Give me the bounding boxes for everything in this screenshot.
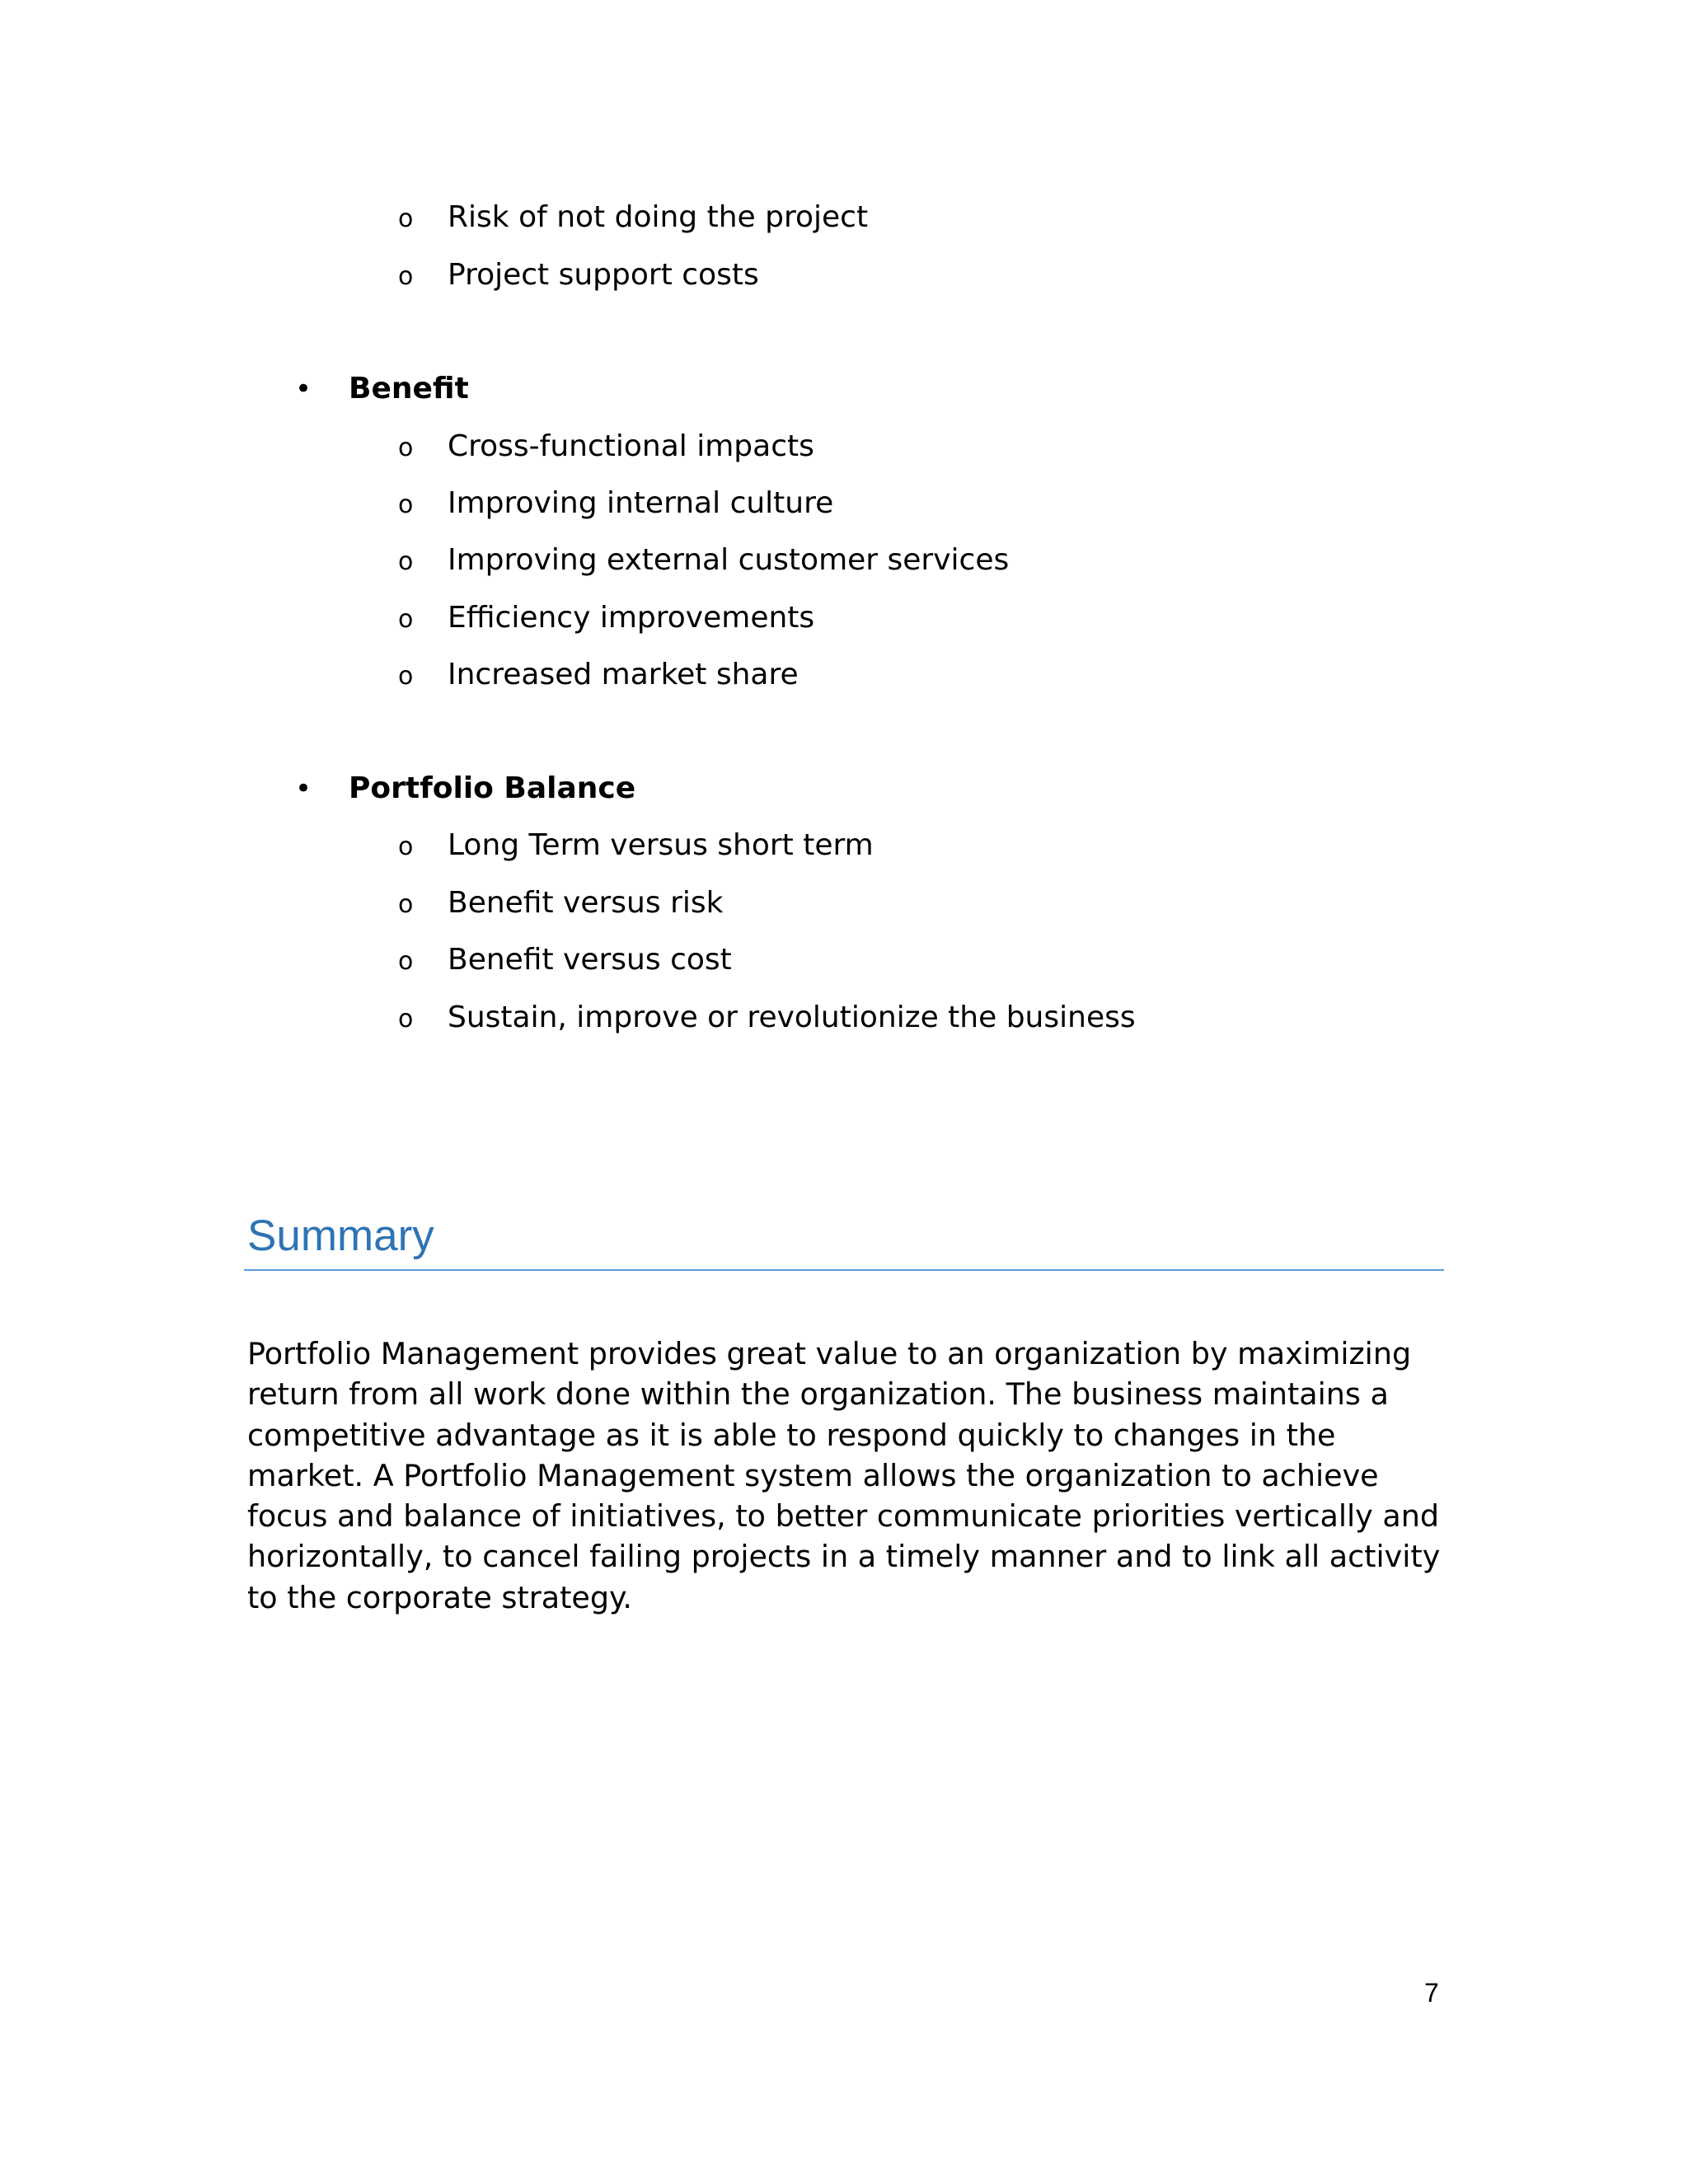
bullet-icon: • (295, 772, 312, 805)
page-number: 7 (1424, 1978, 1439, 2008)
list-item-text: Benefit versus cost (448, 943, 732, 977)
list-item-text: Efficiency improvements (448, 601, 815, 635)
list-item-text: Project support costs (448, 258, 759, 292)
list-item-portfolio-balance (295, 769, 635, 808)
list-item (398, 484, 833, 523)
list-item-text: Cross-functional impacts (448, 429, 814, 463)
list-item (398, 883, 723, 923)
list-item-label: Benefit (349, 372, 469, 405)
sub-bullet-icon: o (398, 490, 414, 519)
list-item (398, 655, 799, 695)
list-item (398, 198, 868, 237)
list-item (398, 940, 732, 980)
list-item-benefit (295, 369, 469, 409)
heading-divider (244, 1269, 1444, 1271)
sub-bullet-icon: o (398, 262, 414, 291)
sub-bullet-icon: o (398, 832, 414, 861)
sub-bullet-icon: o (398, 434, 414, 462)
list-item (398, 598, 814, 638)
list-item (398, 541, 1009, 580)
list-item (398, 255, 759, 295)
sub-bullet-icon: o (398, 947, 414, 976)
section-heading: Summary (247, 1212, 434, 1260)
list-item-text: Increased market share (448, 658, 799, 691)
list-item-text: Improving internal culture (448, 486, 834, 520)
sub-bullet-icon: o (398, 605, 414, 634)
list-item (398, 427, 814, 466)
list-item (398, 826, 874, 865)
list-item-text: Improving external customer services (448, 543, 1010, 577)
list-item-text: Long Term versus short term (448, 828, 874, 862)
list-item-text: Benefit versus risk (448, 886, 724, 920)
sub-bullet-icon: o (398, 1005, 414, 1033)
summary-paragraph: Portfolio Management provides great value to an organization by maximizing return from all work done within the organization. The business maintains a competitive advantage as it is able to respond quickly to changes in the market. A Portfolio Management system allows the organization to achieve focus and balance of initiatives, to better communicate priorities vertically and horizontally, to cancel failing projects in a timely manner and to link all activity to the corporate strategy. (247, 1336, 1441, 1615)
sub-bullet-icon: o (398, 890, 414, 919)
list-item-text: Sustain, improve or revolutionize the business (448, 1001, 1136, 1034)
list-item (398, 998, 1136, 1038)
sub-bullet-icon: o (398, 204, 414, 233)
list-item-label: Portfolio Balance (349, 771, 636, 805)
sub-bullet-icon: o (398, 662, 414, 691)
sub-bullet-icon: o (398, 547, 414, 576)
bullet-icon: • (295, 373, 312, 405)
list-item-text: Risk of not doing the project (448, 200, 869, 234)
